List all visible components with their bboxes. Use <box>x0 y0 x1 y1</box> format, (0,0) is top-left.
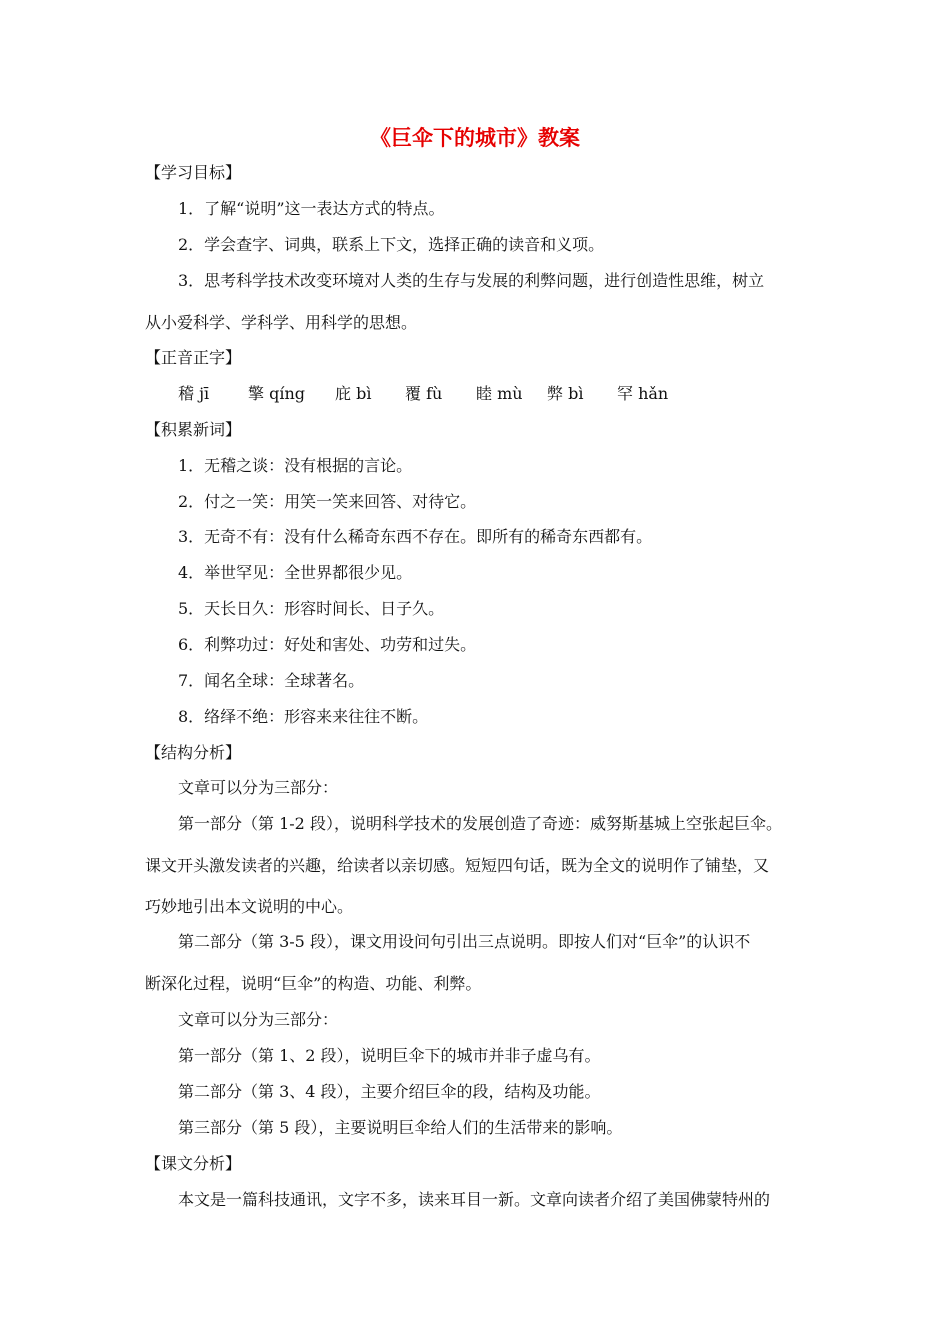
section-heading-vocabulary: 【积累新词】 <box>145 420 242 439</box>
structure-line: 第一部分（第 1-2 段），说明科学技术的发展创造了奇迹：威努斯基城上空张起巨伞。 <box>178 814 782 833</box>
structure-line: 第一部分（第 1、2 段），说明巨伞下的城市并非子虚乌有。 <box>178 1046 601 1065</box>
pronunciation-pair: 庇 bì <box>335 384 372 403</box>
objective-item: 2．学会查字、词典，联系上下文，选择正确的读音和义项。 <box>178 235 605 254</box>
vocabulary-item: 3．无奇不有：没有什么稀奇东西不存在。即所有的稀奇东西都有。 <box>178 527 653 546</box>
structure-line: 文章可以分为三部分： <box>178 778 339 797</box>
pronunciation-pair: 罕 hǎn <box>617 384 669 403</box>
section-heading-structure: 【结构分析】 <box>145 743 242 762</box>
structure-line: 课文开头激发读者的兴趣，给读者以亲切感。短短四句话，既为全文的说明作了铺垫，又 <box>145 856 770 875</box>
section-heading-pronunciation: 【正音正字】 <box>145 348 242 367</box>
pronunciation-pair: 睦 mù <box>476 384 523 403</box>
structure-line: 第二部分（第 3-5 段），课文用设问句引出三点说明。即按人们对“巨伞”的认识不 <box>178 932 751 951</box>
structure-line: 文章可以分为三部分： <box>178 1010 339 1029</box>
vocabulary-item: 4．举世罕见：全世界都很少见。 <box>178 563 413 582</box>
vocabulary-item: 5．天长日久：形容时间长、日子久。 <box>178 599 445 618</box>
pronunciation-pair: 覆 fù <box>405 384 443 403</box>
pronunciation-pair: 稽 jī <box>178 384 210 403</box>
structure-line: 断深化过程，说明“巨伞”的构造、功能、利弊。 <box>145 974 482 993</box>
structure-line: 第三部分（第 5 段），主要说明巨伞给人们的生活带来的影响。 <box>178 1118 623 1137</box>
vocabulary-item: 7．闻名全球：全球著名。 <box>178 671 365 690</box>
objective-item: 3．思考科学技术改变环境对人类的生存与发展的利弊问题，进行创造性思维，树立 <box>178 271 765 290</box>
objective-item: 1．了解“说明”这一表达方式的特点。 <box>178 199 445 218</box>
document-title: 《巨伞下的城市》教案 <box>370 126 580 150</box>
pronunciation-pair: 擎 qíng <box>248 384 305 403</box>
section-heading-analysis: 【课文分析】 <box>145 1154 242 1173</box>
vocabulary-item: 6．利弊功过：好处和害处、功劳和过失。 <box>178 635 477 654</box>
structure-line: 第二部分（第 3、4 段），主要介绍巨伞的段，结构及功能。 <box>178 1082 601 1101</box>
pronunciation-pair: 弊 bì <box>547 384 584 403</box>
vocabulary-item: 8．络绎不绝：形容来来往往不断。 <box>178 707 429 726</box>
vocabulary-item: 1．无稽之谈：没有根据的言论。 <box>178 456 413 475</box>
section-heading-objectives: 【学习目标】 <box>145 163 242 182</box>
analysis-line: 本文是一篇科技通讯，文字不多，读来耳目一新。文章向读者介绍了美国佛蒙特州的 <box>178 1190 771 1209</box>
structure-line: 巧妙地引出本文说明的中心。 <box>145 897 354 916</box>
objective-item-continued: 从小爱科学、学科学、用科学的思想。 <box>145 313 418 332</box>
vocabulary-item: 2．付之一笑：用笑一笑来回答、对待它。 <box>178 492 477 511</box>
